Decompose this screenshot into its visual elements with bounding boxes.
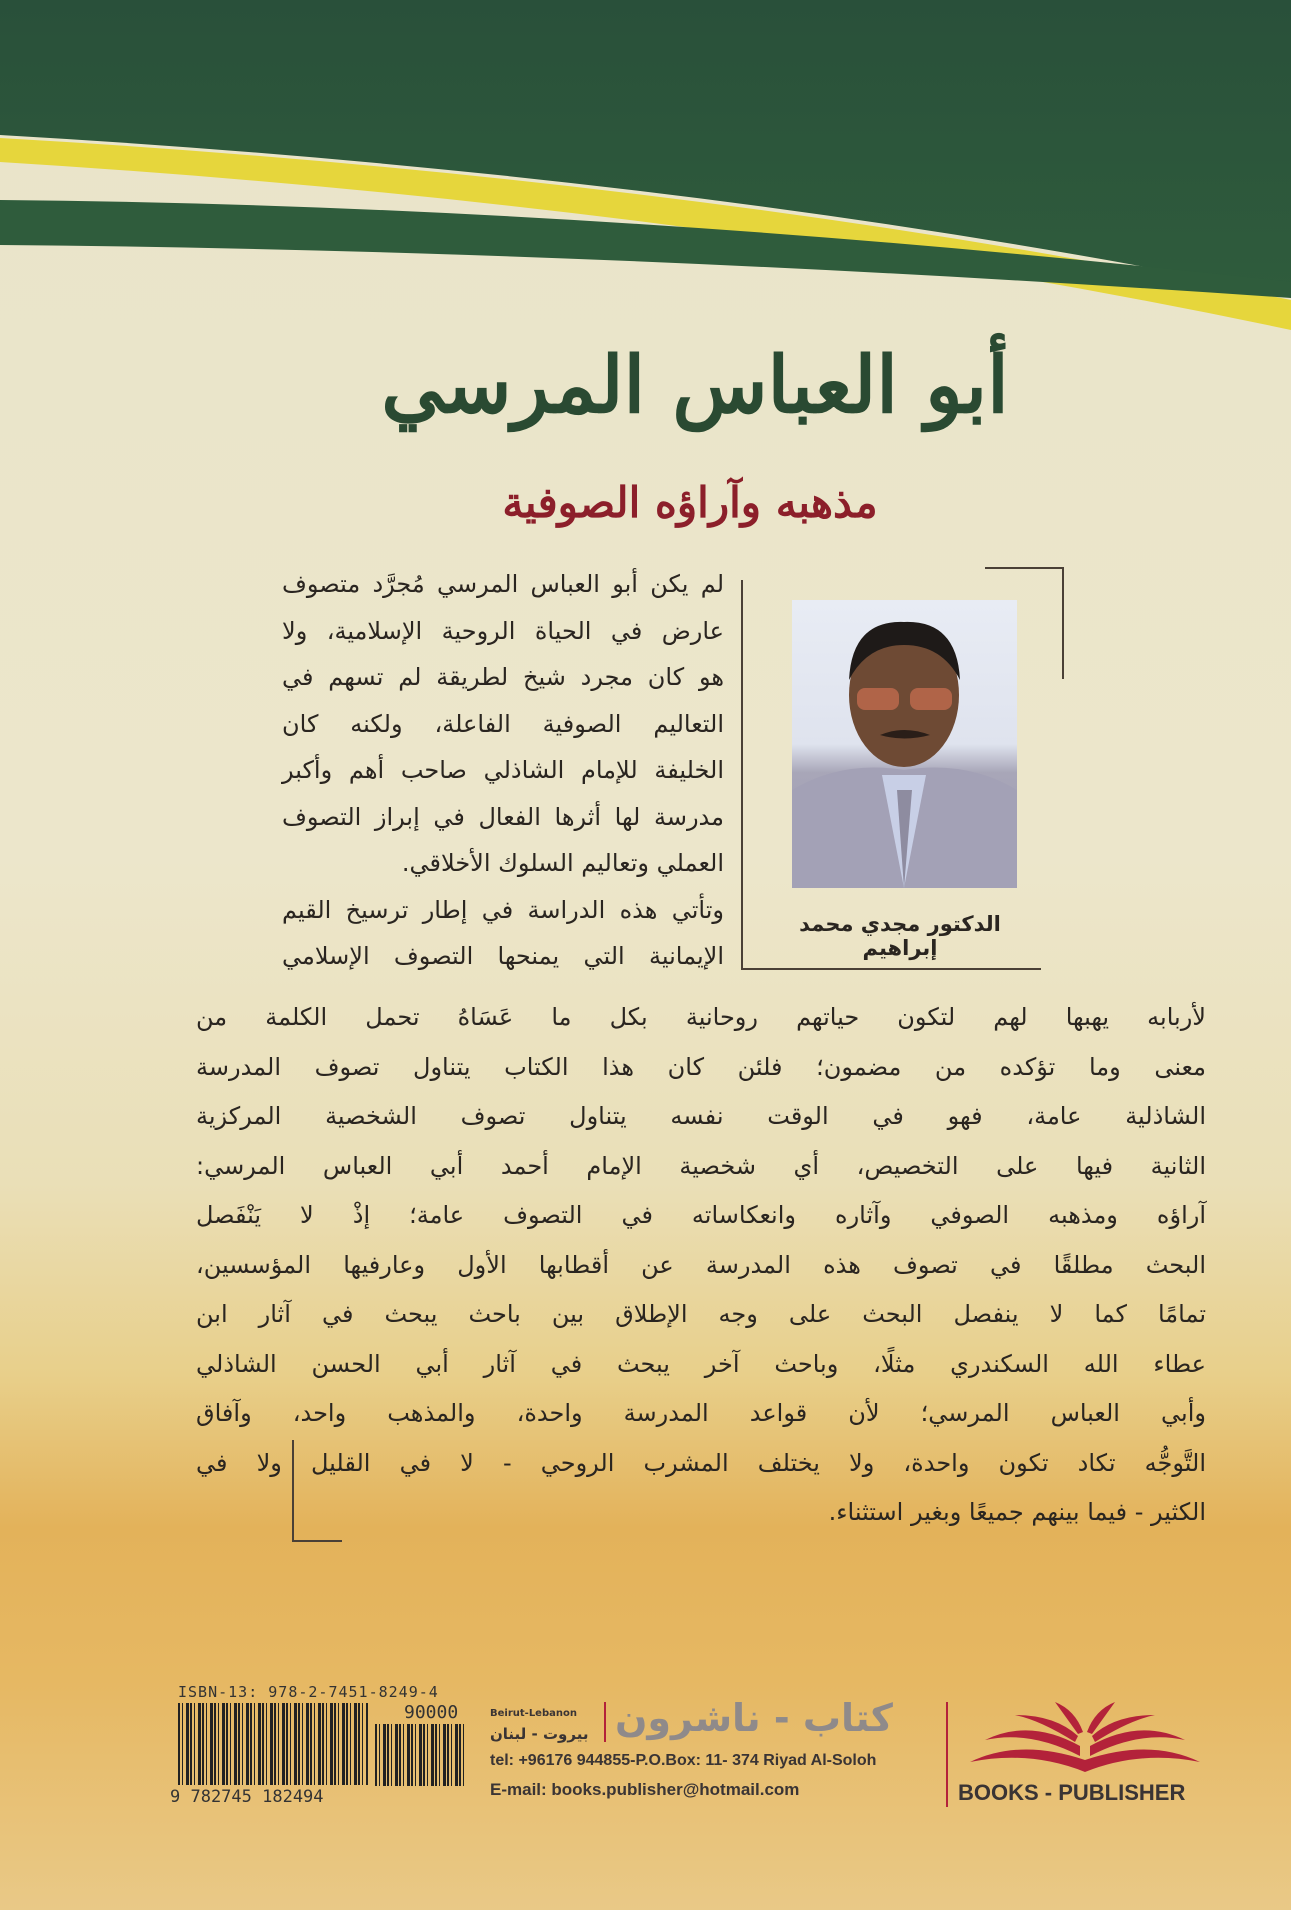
publisher-contact: tel: +96176 944855-P.O.Box: 11- 374 Riyad Al-Soloh <box>490 1752 877 1769</box>
blurb-line: لأربابه يهبها لهم لتكون حياتهم روحانية بكل ما عَسَاهُ تحمل الكلمة من <box>196 1003 1206 1031</box>
header-band <box>0 0 1291 340</box>
price-code: 90000 <box>404 1702 459 1723</box>
book-subtitle: مذهبه وآراؤه الصوفية <box>502 478 878 527</box>
blurb-line: التَّوجُّه تكاد تكون واحدة، ولا يختلف المشرب الروحي - لا في القليل ولا في <box>196 1448 1206 1477</box>
blurb-line: وأبي العباس المرسي؛ لأن قواعد المدرسة واحدة، والمذهب واحد، وآفاق <box>196 1399 1206 1427</box>
blurb-line: آراؤه ومذهبه الصوفي وآثاره وانعكاساته في التصوف عامة؛ إذْ لا يَنْفَصل <box>196 1201 1206 1229</box>
divider <box>604 1702 606 1742</box>
open-book-logo-icon <box>960 1700 1210 1780</box>
frame-line <box>741 968 1041 970</box>
barcode <box>178 1703 368 1785</box>
barcode-digits: 9 782745 182494 <box>170 1787 324 1807</box>
publisher-email: E-mail: books.publisher@hotmail.com <box>490 1780 800 1799</box>
publisher-logo-text: BOOKS - PUBLISHER <box>958 1780 1186 1805</box>
blurb-line: الكثير - فيما بينهم جميعًا وبغير استثناء. <box>828 1498 1206 1526</box>
frame-line <box>1062 567 1064 679</box>
blurb-line: البحث مطلقًا في تصوف هذه المدرسة عن أقطابها الأول وعارفيها المؤسسين، <box>196 1250 1206 1279</box>
blurb-line: الخليفة للإمام الشاذلي صاحب أهم وأكبر <box>282 756 724 784</box>
blurb-line: لم يكن أبو العباس المرسي مُجرَّد متصوف <box>282 570 724 598</box>
frame-line <box>741 580 743 970</box>
blurb-line: العملي وتعاليم السلوك الأخلاقي. <box>401 849 724 877</box>
blurb-line: عارض في الحياة الروحية الإسلامية، ولا <box>282 616 724 645</box>
frame-line <box>292 1540 342 1542</box>
author-photo <box>792 600 1017 888</box>
book-title: أبو العباس المرسي <box>381 340 1009 431</box>
publisher-city-ar: بيروت - لبنان <box>490 1725 589 1743</box>
isbn-label: ISBN-13: 978-2-7451-8249-4 <box>178 1683 439 1701</box>
blurb-line: وتأتي هذه الدراسة في إطار ترسيخ القيم <box>282 895 724 924</box>
blurb-line: مدرسة لها أثرها الفعال في إبراز التصوف <box>282 802 724 831</box>
blurb-line: معنى وما تؤكده من مضمون؛ فلئن كان هذا الكتاب يتناول تصوف المدرسة <box>196 1052 1206 1081</box>
blurb-line: عطاء الله السكندري مثلًا، وباحث آخر يبحث في آثار أبي الحسن الشاذلي <box>196 1349 1206 1378</box>
blurb-line: الإيمانية التي يمنحها التصوف الإسلامي <box>282 942 724 970</box>
blurb-line: تمامًا كما لا ينفصل البحث على وجه الإطلاق بين باحث يبحث في آثار ابن <box>196 1300 1206 1328</box>
frame-line <box>985 567 1063 569</box>
price-barcode <box>375 1724 465 1786</box>
divider <box>946 1702 948 1807</box>
publisher-city-en: Beirut-Lebanon <box>490 1708 577 1719</box>
blurb-line: الثانية فيها على التخصيص، أي شخصية الإمام أحمد أبي العباس المرسي: <box>196 1151 1206 1180</box>
blurb-line: الشاذلية عامة، فهو في الوقت نفسه يتناول تصوف الشخصية المركزية <box>196 1102 1206 1130</box>
blurb-line: هو كان مجرد شيخ لطريقة لم تسهم في <box>282 663 724 691</box>
publisher-name-ar: كتاب - ناشرون <box>615 1696 893 1740</box>
author-name: الدكتور مجدي محمد إبراهيم <box>799 912 1001 960</box>
blurb-line: التعاليم الصوفية الفاعلة، ولكنه كان <box>282 709 724 738</box>
